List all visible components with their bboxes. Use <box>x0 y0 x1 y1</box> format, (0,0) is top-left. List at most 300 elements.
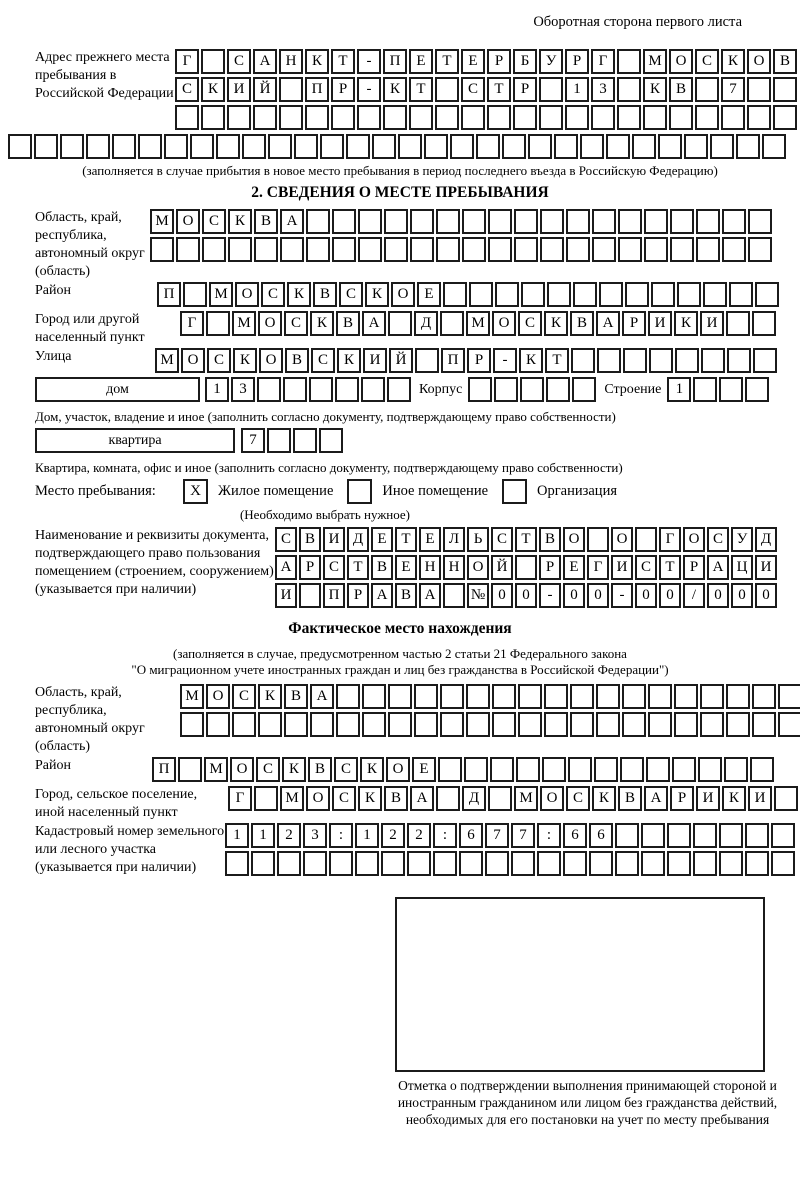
char-cell[interactable]: - <box>357 77 381 102</box>
char-cell[interactable] <box>700 684 724 709</box>
char-cell[interactable] <box>542 757 566 782</box>
char-cell[interactable]: О <box>206 684 230 709</box>
char-cell[interactable] <box>771 851 795 876</box>
char-cell[interactable] <box>279 105 303 130</box>
char-cell[interactable]: В <box>618 786 642 811</box>
char-cell[interactable] <box>644 237 668 262</box>
char-cell[interactable] <box>398 134 422 159</box>
char-cell[interactable] <box>599 282 623 307</box>
char-cell[interactable]: П <box>305 77 329 102</box>
char-cell[interactable]: С <box>461 77 485 102</box>
char-cell[interactable] <box>762 134 786 159</box>
char-cell[interactable] <box>771 823 795 848</box>
char-cell[interactable]: 7 <box>241 428 265 453</box>
char-cell[interactable]: 0 <box>563 583 585 608</box>
char-cell[interactable]: М <box>209 282 233 307</box>
char-cell[interactable] <box>206 311 230 336</box>
char-cell[interactable] <box>641 851 665 876</box>
char-cell[interactable]: И <box>696 786 720 811</box>
char-cell[interactable] <box>669 105 693 130</box>
char-cell[interactable]: А <box>253 49 277 74</box>
char-cell[interactable] <box>644 209 668 234</box>
char-cell[interactable]: 6 <box>459 823 483 848</box>
char-cell[interactable]: И <box>323 527 345 552</box>
char-cell[interactable]: В <box>539 527 561 552</box>
char-cell[interactable] <box>729 282 753 307</box>
char-cell[interactable]: Е <box>417 282 441 307</box>
char-cell[interactable] <box>528 134 552 159</box>
char-cell[interactable]: В <box>284 684 308 709</box>
char-cell[interactable] <box>701 348 725 373</box>
char-cell[interactable]: М <box>514 786 538 811</box>
char-cell[interactable] <box>409 105 433 130</box>
char-cell[interactable] <box>572 377 596 402</box>
char-cell[interactable] <box>435 105 459 130</box>
char-cell[interactable] <box>362 712 386 737</box>
char-cell[interactable] <box>514 209 538 234</box>
char-cell[interactable]: И <box>611 555 633 580</box>
char-cell[interactable] <box>336 684 360 709</box>
char-cell[interactable] <box>693 851 717 876</box>
char-cell[interactable] <box>622 684 646 709</box>
char-cell[interactable] <box>620 757 644 782</box>
char-cell[interactable] <box>216 134 240 159</box>
char-cell[interactable]: К <box>337 348 361 373</box>
char-cell[interactable] <box>521 282 545 307</box>
char-cell[interactable]: Е <box>419 527 441 552</box>
char-cell[interactable]: О <box>235 282 259 307</box>
char-cell[interactable] <box>435 77 459 102</box>
char-cell[interactable]: А <box>419 583 441 608</box>
char-cell[interactable]: Т <box>487 77 511 102</box>
char-cell[interactable] <box>565 105 589 130</box>
char-cell[interactable] <box>597 348 621 373</box>
char-cell[interactable] <box>150 237 174 262</box>
char-cell[interactable]: О <box>258 311 282 336</box>
char-cell[interactable] <box>513 105 537 130</box>
char-cell[interactable]: 1 <box>225 823 249 848</box>
char-cell[interactable] <box>596 712 620 737</box>
char-cell[interactable]: В <box>308 757 332 782</box>
char-cell[interactable]: А <box>280 209 304 234</box>
char-cell[interactable]: С <box>635 555 657 580</box>
char-cell[interactable]: 0 <box>707 583 729 608</box>
char-cell[interactable]: К <box>592 786 616 811</box>
char-cell[interactable]: 0 <box>587 583 609 608</box>
char-cell[interactable]: С <box>707 527 729 552</box>
char-cell[interactable]: М <box>155 348 179 373</box>
char-cell[interactable] <box>592 237 616 262</box>
char-cell[interactable]: В <box>254 209 278 234</box>
char-cell[interactable] <box>641 823 665 848</box>
char-cell[interactable] <box>384 209 408 234</box>
char-cell[interactable] <box>440 712 464 737</box>
char-cell[interactable]: М <box>232 311 256 336</box>
char-cell[interactable] <box>736 134 760 159</box>
char-cell[interactable]: В <box>313 282 337 307</box>
char-cell[interactable]: П <box>152 757 176 782</box>
char-cell[interactable] <box>615 851 639 876</box>
char-cell[interactable] <box>693 823 717 848</box>
char-cell[interactable] <box>747 105 771 130</box>
char-cell[interactable] <box>495 282 519 307</box>
char-cell[interactable] <box>414 684 438 709</box>
char-cell[interactable] <box>537 851 561 876</box>
char-cell[interactable]: - <box>493 348 517 373</box>
char-cell[interactable] <box>86 134 110 159</box>
char-cell[interactable] <box>358 237 382 262</box>
char-cell[interactable]: С <box>566 786 590 811</box>
char-cell[interactable] <box>388 684 412 709</box>
char-cell[interactable] <box>277 851 301 876</box>
char-cell[interactable]: К <box>228 209 252 234</box>
char-cell[interactable]: Р <box>487 49 511 74</box>
char-cell[interactable]: Т <box>331 49 355 74</box>
char-cell[interactable] <box>436 209 460 234</box>
char-cell[interactable]: В <box>395 583 417 608</box>
char-cell[interactable] <box>747 77 771 102</box>
char-cell[interactable] <box>752 311 776 336</box>
char-cell[interactable]: У <box>539 49 563 74</box>
char-cell[interactable]: К <box>233 348 257 373</box>
char-cell[interactable] <box>695 77 719 102</box>
char-cell[interactable]: Н <box>279 49 303 74</box>
char-cell[interactable]: 6 <box>589 823 613 848</box>
char-cell[interactable] <box>279 77 303 102</box>
char-cell[interactable] <box>357 105 381 130</box>
char-cell[interactable] <box>648 712 672 737</box>
char-cell[interactable]: 0 <box>635 583 657 608</box>
char-cell[interactable] <box>745 377 769 402</box>
char-cell[interactable]: М <box>180 684 204 709</box>
char-cell[interactable]: Р <box>467 348 491 373</box>
char-cell[interactable] <box>651 282 675 307</box>
char-cell[interactable] <box>625 282 649 307</box>
char-cell[interactable] <box>710 134 734 159</box>
house-type-field[interactable]: дом <box>35 377 200 402</box>
char-cell[interactable] <box>466 712 490 737</box>
char-cell[interactable]: К <box>358 786 382 811</box>
char-cell[interactable]: И <box>363 348 387 373</box>
char-cell[interactable]: В <box>773 49 797 74</box>
char-cell[interactable] <box>112 134 136 159</box>
char-cell[interactable] <box>201 105 225 130</box>
char-cell[interactable] <box>490 757 514 782</box>
char-cell[interactable]: М <box>643 49 667 74</box>
checkbox-inoe[interactable] <box>347 479 372 504</box>
char-cell[interactable]: Р <box>539 555 561 580</box>
char-cell[interactable]: : <box>537 823 561 848</box>
char-cell[interactable] <box>667 851 691 876</box>
char-cell[interactable] <box>332 209 356 234</box>
char-cell[interactable]: Е <box>409 49 433 74</box>
char-cell[interactable] <box>254 237 278 262</box>
checkbox-organizaciya[interactable] <box>502 479 527 504</box>
char-cell[interactable] <box>643 105 667 130</box>
char-cell[interactable] <box>649 348 673 373</box>
char-cell[interactable]: Т <box>435 49 459 74</box>
char-cell[interactable] <box>727 348 751 373</box>
char-cell[interactable]: К <box>282 757 306 782</box>
char-cell[interactable] <box>566 209 590 234</box>
char-cell[interactable] <box>568 757 592 782</box>
char-cell[interactable]: С <box>261 282 285 307</box>
char-cell[interactable] <box>518 712 542 737</box>
char-cell[interactable]: К <box>305 49 329 74</box>
char-cell[interactable] <box>703 282 727 307</box>
char-cell[interactable] <box>361 377 385 402</box>
char-cell[interactable]: Н <box>443 555 465 580</box>
char-cell[interactable] <box>450 134 474 159</box>
char-cell[interactable]: 0 <box>491 583 513 608</box>
char-cell[interactable] <box>436 237 460 262</box>
char-cell[interactable]: 0 <box>515 583 537 608</box>
char-cell[interactable]: О <box>611 527 633 552</box>
char-cell[interactable] <box>466 684 490 709</box>
char-cell[interactable] <box>774 786 798 811</box>
char-cell[interactable]: - <box>539 583 561 608</box>
char-cell[interactable] <box>462 209 486 234</box>
char-cell[interactable] <box>494 377 518 402</box>
char-cell[interactable]: О <box>391 282 415 307</box>
char-cell[interactable] <box>580 134 604 159</box>
char-cell[interactable] <box>632 134 656 159</box>
char-cell[interactable] <box>719 377 743 402</box>
char-cell[interactable]: Й <box>253 77 277 102</box>
char-cell[interactable]: А <box>596 311 620 336</box>
char-cell[interactable] <box>254 786 278 811</box>
char-cell[interactable] <box>331 105 355 130</box>
char-cell[interactable] <box>283 377 307 402</box>
char-cell[interactable] <box>502 134 526 159</box>
char-cell[interactable] <box>461 105 485 130</box>
char-cell[interactable] <box>596 684 620 709</box>
char-cell[interactable] <box>540 209 564 234</box>
char-cell[interactable] <box>476 134 500 159</box>
char-cell[interactable]: М <box>466 311 490 336</box>
char-cell[interactable]: 2 <box>381 823 405 848</box>
char-cell[interactable]: С <box>518 311 542 336</box>
char-cell[interactable] <box>571 348 595 373</box>
char-cell[interactable] <box>440 311 464 336</box>
char-cell[interactable] <box>539 105 563 130</box>
char-cell[interactable]: 7 <box>485 823 509 848</box>
char-cell[interactable]: Т <box>545 348 569 373</box>
apartment-type-field[interactable]: квартира <box>35 428 235 453</box>
char-cell[interactable] <box>257 377 281 402</box>
char-cell[interactable]: 0 <box>731 583 753 608</box>
char-cell[interactable]: С <box>695 49 719 74</box>
char-cell[interactable] <box>778 684 800 709</box>
char-cell[interactable] <box>280 237 304 262</box>
char-cell[interactable] <box>615 823 639 848</box>
char-cell[interactable] <box>646 757 670 782</box>
char-cell[interactable] <box>225 851 249 876</box>
char-cell[interactable] <box>60 134 84 159</box>
char-cell[interactable] <box>672 757 696 782</box>
char-cell[interactable] <box>589 851 613 876</box>
char-cell[interactable]: 1 <box>355 823 379 848</box>
char-cell[interactable] <box>617 105 641 130</box>
char-cell[interactable]: 0 <box>755 583 777 608</box>
char-cell[interactable]: С <box>175 77 199 102</box>
char-cell[interactable]: К <box>721 49 745 74</box>
char-cell[interactable]: Д <box>414 311 438 336</box>
char-cell[interactable] <box>468 377 492 402</box>
char-cell[interactable]: П <box>323 583 345 608</box>
char-cell[interactable]: № <box>467 583 489 608</box>
char-cell[interactable]: И <box>700 311 724 336</box>
char-cell[interactable] <box>722 209 746 234</box>
char-cell[interactable] <box>617 49 641 74</box>
char-cell[interactable] <box>617 77 641 102</box>
char-cell[interactable] <box>518 684 542 709</box>
char-cell[interactable] <box>180 712 204 737</box>
char-cell[interactable]: А <box>707 555 729 580</box>
char-cell[interactable]: О <box>563 527 585 552</box>
char-cell[interactable]: С <box>339 282 363 307</box>
char-cell[interactable]: Е <box>563 555 585 580</box>
char-cell[interactable] <box>424 134 448 159</box>
char-cell[interactable] <box>332 237 356 262</box>
char-cell[interactable]: И <box>748 786 772 811</box>
char-cell[interactable] <box>748 209 772 234</box>
char-cell[interactable] <box>202 237 226 262</box>
char-cell[interactable] <box>773 77 797 102</box>
char-cell[interactable] <box>306 209 330 234</box>
char-cell[interactable] <box>305 105 329 130</box>
char-cell[interactable]: : <box>433 823 457 848</box>
char-cell[interactable]: Г <box>591 49 615 74</box>
char-cell[interactable] <box>227 105 251 130</box>
char-cell[interactable] <box>618 209 642 234</box>
char-cell[interactable]: В <box>285 348 309 373</box>
char-cell[interactable] <box>516 757 540 782</box>
char-cell[interactable]: О <box>306 786 330 811</box>
char-cell[interactable]: 6 <box>563 823 587 848</box>
char-cell[interactable] <box>183 282 207 307</box>
char-cell[interactable]: К <box>643 77 667 102</box>
char-cell[interactable] <box>700 712 724 737</box>
char-cell[interactable]: М <box>204 757 228 782</box>
char-cell[interactable]: Й <box>491 555 513 580</box>
char-cell[interactable]: 3 <box>303 823 327 848</box>
char-cell[interactable] <box>778 712 800 737</box>
char-cell[interactable] <box>175 105 199 130</box>
char-cell[interactable]: С <box>227 49 251 74</box>
char-cell[interactable] <box>670 209 694 234</box>
char-cell[interactable]: 2 <box>277 823 301 848</box>
char-cell[interactable]: В <box>669 77 693 102</box>
char-cell[interactable] <box>670 237 694 262</box>
char-cell[interactable] <box>232 712 256 737</box>
char-cell[interactable] <box>623 348 647 373</box>
char-cell[interactable] <box>606 134 630 159</box>
char-cell[interactable] <box>492 712 516 737</box>
char-cell[interactable] <box>251 851 275 876</box>
char-cell[interactable] <box>745 823 769 848</box>
char-cell[interactable] <box>462 237 486 262</box>
char-cell[interactable]: К <box>519 348 543 373</box>
char-cell[interactable]: Г <box>228 786 252 811</box>
char-cell[interactable] <box>592 209 616 234</box>
char-cell[interactable] <box>544 684 568 709</box>
char-cell[interactable]: Р <box>299 555 321 580</box>
char-cell[interactable]: С <box>332 786 356 811</box>
char-cell[interactable] <box>722 237 746 262</box>
char-cell[interactable] <box>658 134 682 159</box>
char-cell[interactable] <box>329 851 353 876</box>
char-cell[interactable] <box>253 105 277 130</box>
char-cell[interactable]: Д <box>347 527 369 552</box>
char-cell[interactable]: Г <box>587 555 609 580</box>
char-cell[interactable] <box>8 134 32 159</box>
char-cell[interactable]: К <box>383 77 407 102</box>
char-cell[interactable] <box>201 49 225 74</box>
char-cell[interactable]: О <box>181 348 205 373</box>
char-cell[interactable]: / <box>683 583 705 608</box>
char-cell[interactable]: О <box>386 757 410 782</box>
char-cell[interactable] <box>719 823 743 848</box>
char-cell[interactable]: Т <box>409 77 433 102</box>
char-cell[interactable] <box>433 851 457 876</box>
char-cell[interactable]: К <box>310 311 334 336</box>
char-cell[interactable]: А <box>644 786 668 811</box>
char-cell[interactable] <box>384 237 408 262</box>
char-cell[interactable]: Т <box>659 555 681 580</box>
char-cell[interactable]: Д <box>462 786 486 811</box>
char-cell[interactable] <box>698 757 722 782</box>
char-cell[interactable]: К <box>360 757 384 782</box>
char-cell[interactable]: О <box>492 311 516 336</box>
char-cell[interactable] <box>258 712 282 737</box>
char-cell[interactable] <box>570 684 594 709</box>
char-cell[interactable]: Р <box>683 555 705 580</box>
char-cell[interactable]: - <box>611 583 633 608</box>
char-cell[interactable]: 1 <box>565 77 589 102</box>
char-cell[interactable]: М <box>280 786 304 811</box>
char-cell[interactable]: А <box>310 684 334 709</box>
char-cell[interactable] <box>242 134 266 159</box>
char-cell[interactable]: Е <box>461 49 485 74</box>
char-cell[interactable]: В <box>299 527 321 552</box>
char-cell[interactable]: : <box>329 823 353 848</box>
char-cell[interactable]: Л <box>443 527 465 552</box>
char-cell[interactable]: К <box>722 786 746 811</box>
char-cell[interactable] <box>388 712 412 737</box>
char-cell[interactable]: Н <box>419 555 441 580</box>
char-cell[interactable]: П <box>383 49 407 74</box>
char-cell[interactable] <box>726 684 750 709</box>
char-cell[interactable]: 1 <box>251 823 275 848</box>
char-cell[interactable] <box>719 851 743 876</box>
char-cell[interactable]: Ц <box>731 555 753 580</box>
char-cell[interactable] <box>635 527 657 552</box>
char-cell[interactable] <box>387 377 411 402</box>
char-cell[interactable] <box>684 134 708 159</box>
char-cell[interactable] <box>381 851 405 876</box>
char-cell[interactable] <box>696 237 720 262</box>
char-cell[interactable] <box>319 428 343 453</box>
char-cell[interactable] <box>178 757 202 782</box>
char-cell[interactable]: А <box>275 555 297 580</box>
char-cell[interactable]: С <box>323 555 345 580</box>
char-cell[interactable] <box>594 757 618 782</box>
char-cell[interactable] <box>566 237 590 262</box>
char-cell[interactable]: Г <box>180 311 204 336</box>
char-cell[interactable] <box>485 851 509 876</box>
char-cell[interactable] <box>573 282 597 307</box>
